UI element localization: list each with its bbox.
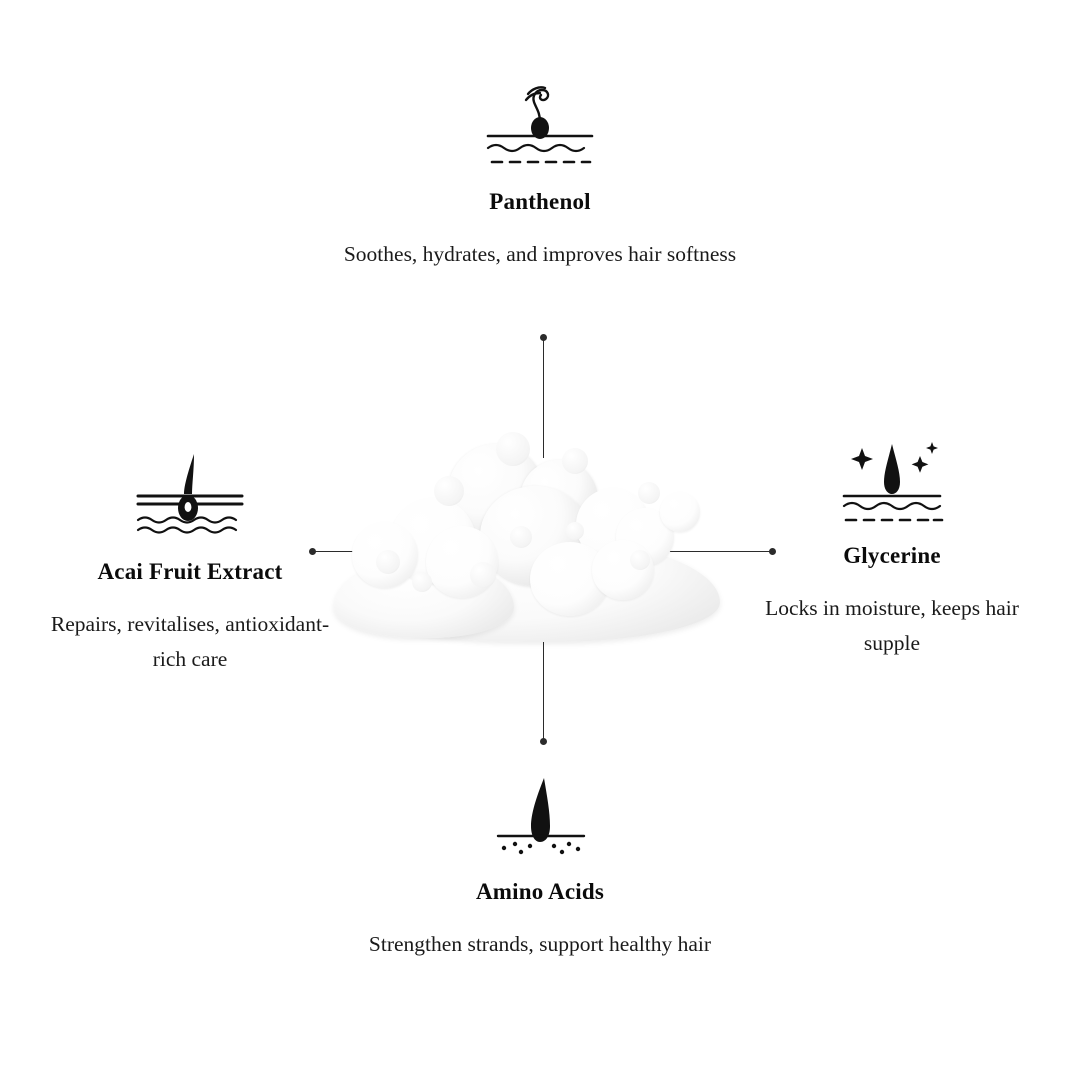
foam-illustration <box>330 430 750 650</box>
feature-description: Repairs, revitalises, antioxidant-rich care <box>50 612 330 671</box>
hair-follicle-sparkle-icon <box>742 436 1042 533</box>
feature-title: Glycerine <box>843 543 941 568</box>
feature-title: Acai Fruit Extract <box>97 559 283 584</box>
feature-description: Strengthen strands, support healthy hair <box>368 932 712 956</box>
connector-bottom-dot <box>540 738 547 745</box>
feature-description: Locks in moisture, keeps hair supple <box>765 596 1019 655</box>
feature-title: Amino Acids <box>475 879 605 904</box>
feature-amino-acids <box>340 772 740 962</box>
feature-title: Panthenol <box>489 189 591 214</box>
hair-follicle-skin-layers-icon <box>40 452 340 549</box>
feature-description: Soothes, hydrates, and improves hair softness <box>343 242 737 266</box>
hair-strand-root-icon <box>340 772 740 869</box>
hair-follicle-curl-icon <box>340 78 740 179</box>
feature-glycerine <box>742 436 1042 661</box>
feature-acai-fruit-extract <box>40 452 340 677</box>
feature-panthenol <box>340 78 740 272</box>
connector-top-dot <box>540 334 547 341</box>
